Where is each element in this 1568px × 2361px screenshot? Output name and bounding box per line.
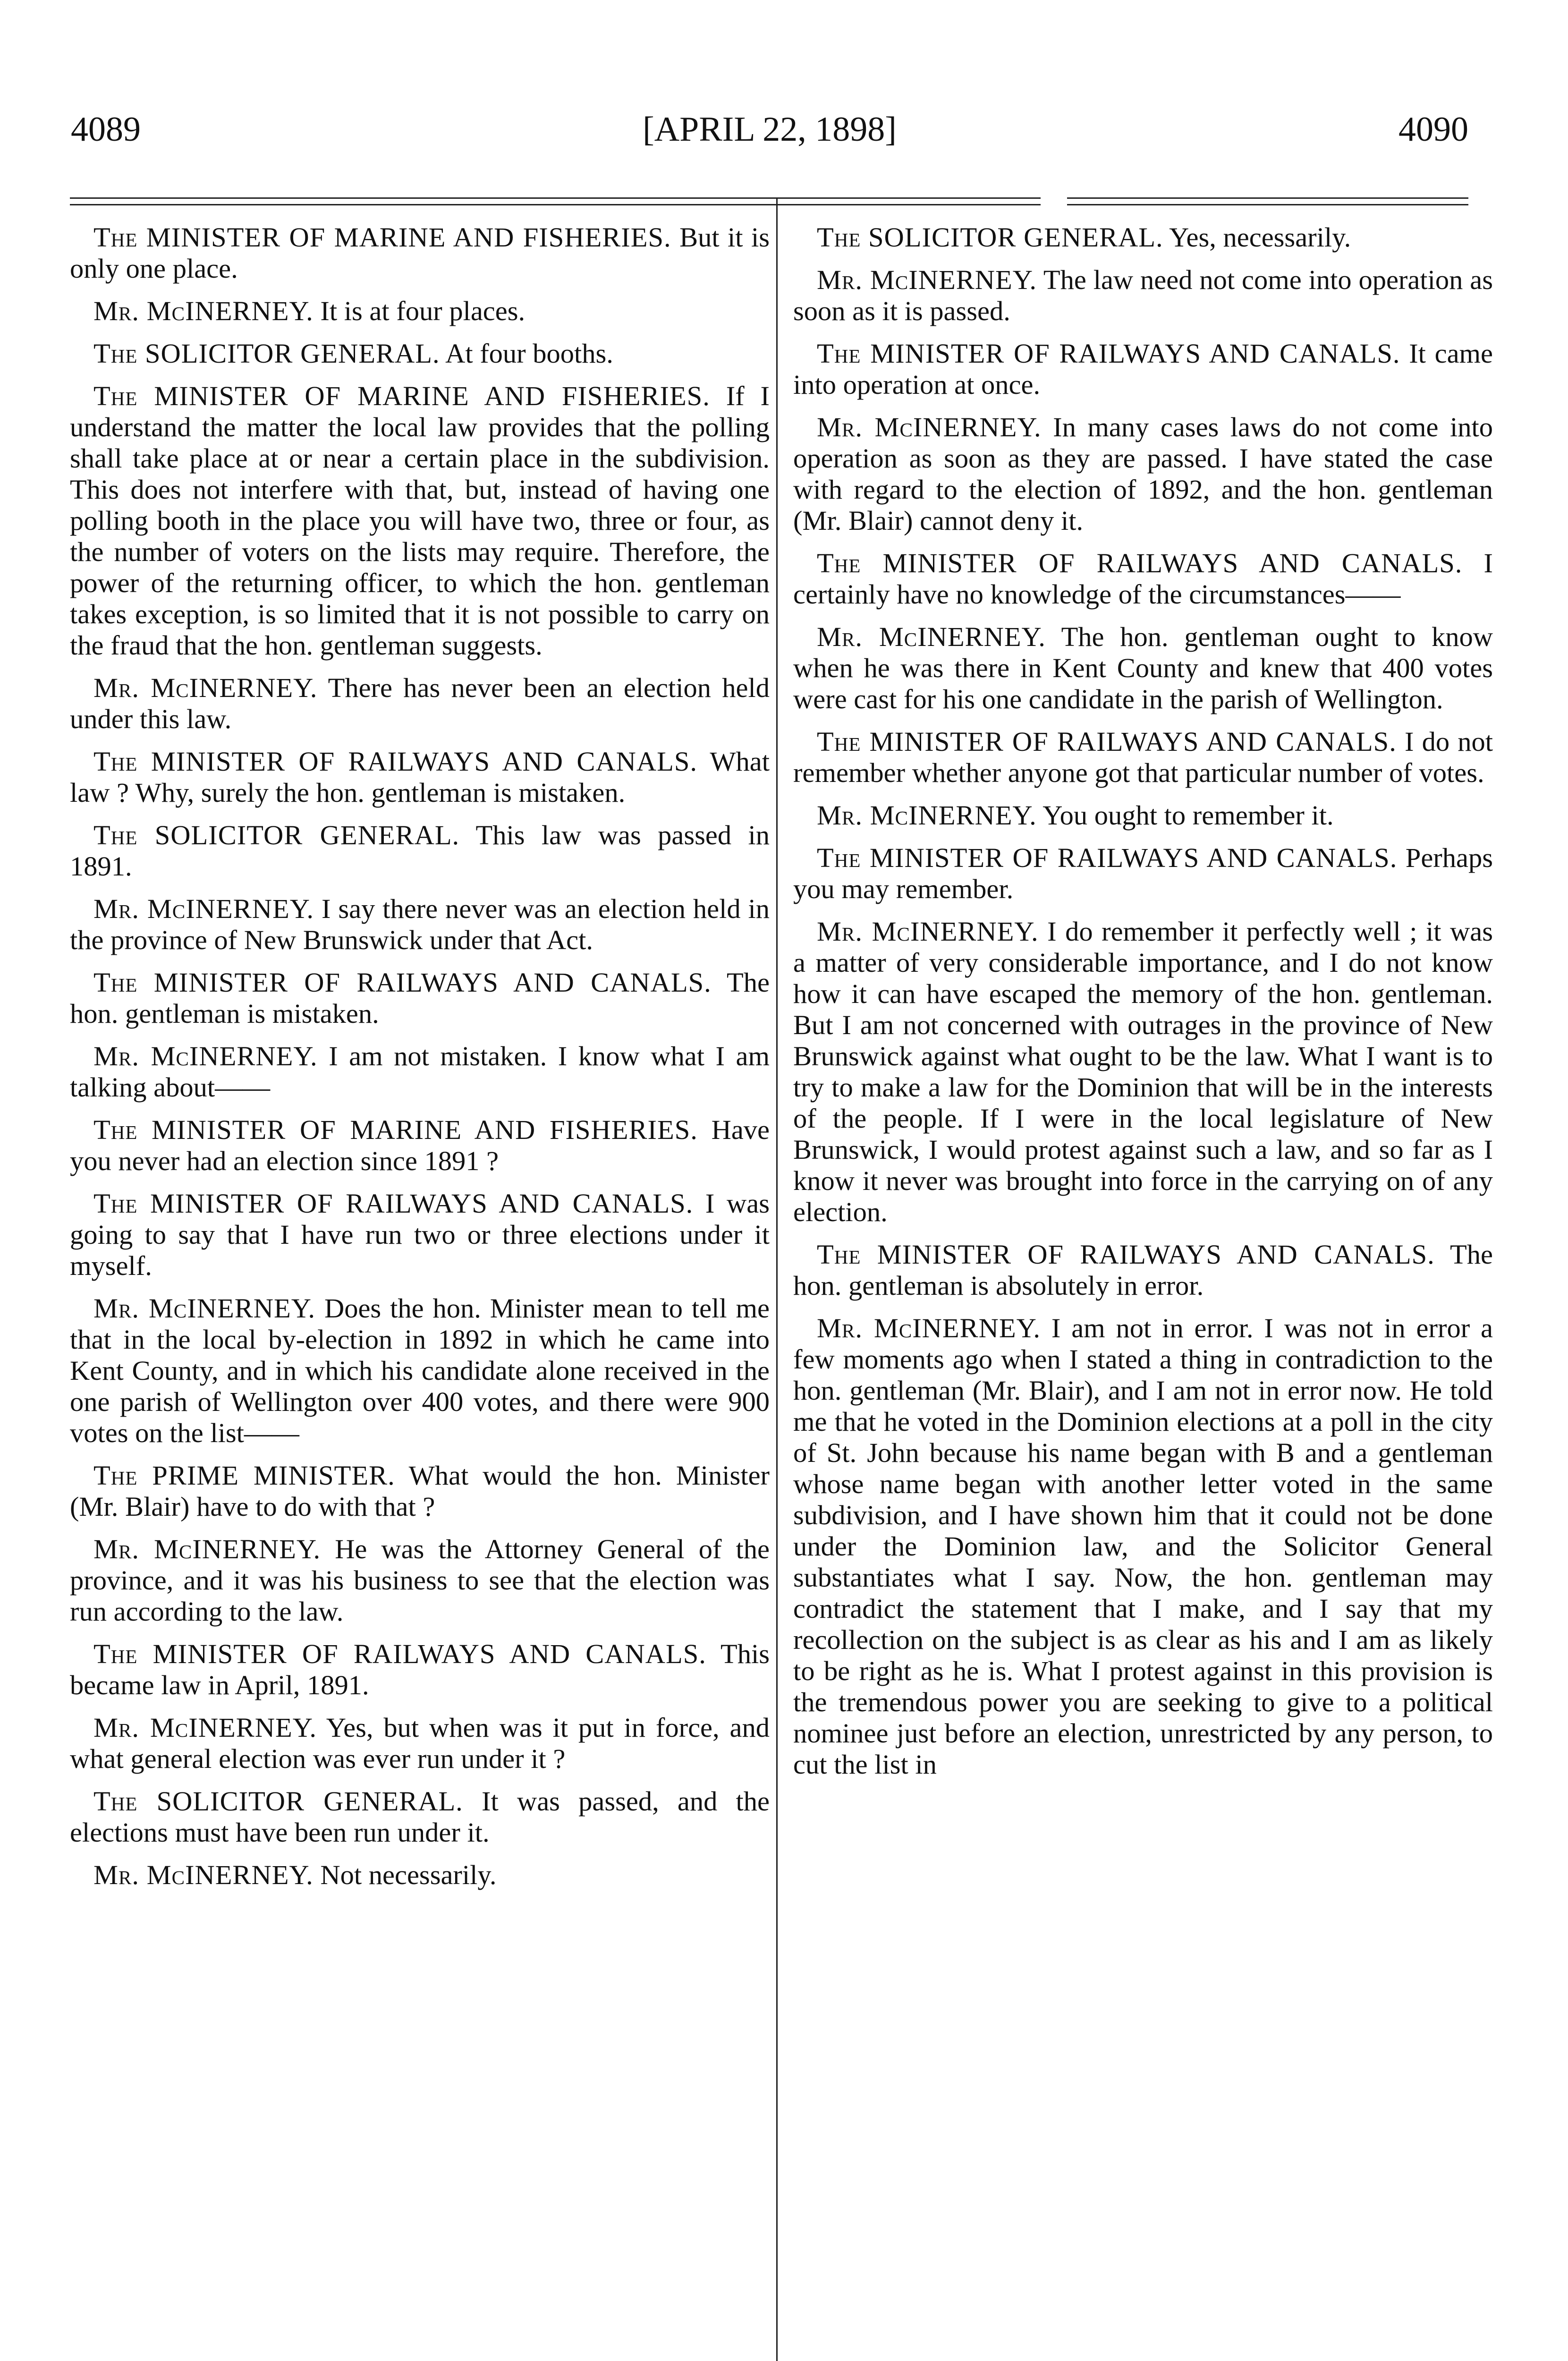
speech-paragraph	[793, 916, 1493, 1228]
speech-text: It is at four places.	[320, 296, 525, 326]
speech-paragraph	[793, 264, 1493, 327]
speaker-name: The MINISTER OF MARINE AND FISHERIES.	[93, 222, 671, 253]
header-rule-right-bottom	[1067, 204, 1468, 205]
speech-paragraph	[70, 672, 770, 735]
speech-text: Not necessarily.	[320, 1860, 497, 1890]
speech-paragraph	[70, 1860, 770, 1891]
speech-text: Yes, but when was it put in force, and what general election was ever run under it ?	[70, 1712, 770, 1774]
speech-text: But it is only one place.	[70, 222, 770, 284]
speech-text: The hon. gentleman ought to know when he was there in Kent County and knew that 400 votes were cast for his one candidate in the parish of Wellington.	[793, 621, 1493, 714]
speech-paragraph	[70, 1534, 770, 1627]
speech-text: Have you never had an election since 1891 ?	[70, 1114, 770, 1176]
speech-text: The hon. gentleman is absolutely in error.	[793, 1239, 1493, 1301]
speech-text: He was the Attorney General of the province, and it was his business to see that the election was run according to the law.	[70, 1534, 770, 1627]
speaker-name: Mr. McINERNEY.	[93, 1860, 314, 1890]
speech-text: You ought to remember it.	[1043, 800, 1334, 831]
page-number-right: 4090	[1398, 110, 1468, 149]
speech-text: This law was passed in 1891.	[70, 820, 770, 882]
speaker-name: Mr. McINERNEY.	[817, 916, 1039, 947]
header-rule-right-top	[1067, 197, 1468, 199]
speech-paragraph	[793, 726, 1493, 789]
speaker-name: Mr. McINERNEY.	[93, 1534, 321, 1564]
speech-text: What law ? Why, surely the hon. gentleman is mistaken.	[70, 746, 770, 808]
speaker-name: Mr. McINERNEY.	[817, 800, 1037, 831]
speech-paragraph	[70, 222, 770, 284]
speaker-name: The MINISTER OF RAILWAYS AND CANALS.	[93, 746, 697, 777]
speaker-name: The SOLICITOR GENERAL.	[817, 222, 1163, 253]
speaker-name: Mr. McINERNEY.	[93, 1041, 318, 1071]
header-rule-left-top	[70, 197, 1041, 199]
speech-paragraph	[793, 338, 1493, 400]
speech-paragraph	[793, 222, 1493, 253]
speech-paragraph	[793, 800, 1493, 831]
speech-text: There has never been an election held under this law.	[70, 672, 770, 734]
speech-paragraph	[793, 842, 1493, 905]
speech-paragraph	[70, 893, 770, 956]
speech-text: I am not in error. I was not in error a few moments ago when I stated a thing in contradiction to the hon. gentleman (Mr. Blair), and I am not in error now. He told me that he voted in the Dominion elections at a poll in the city of St. John because his name began with B and a gentleman whose name began with another letter voted in the same subdivision, and I have shown him that it could not be done under the Dominion law, and the Solicitor General substantiates what I say. Now, the hon. gentleman may contradict the statement that I make, and I say that my recollection on the subject is as clear as his and I am as likely to be right as he is. What I protest against in this provision is the tremendous power you are seeking to give to a political nominee just before an election, unrestricted by any person, to cut the list in	[793, 1313, 1493, 1780]
speech-paragraph	[70, 296, 770, 327]
speech-text: It was passed, and the elections must have been run under it.	[70, 1786, 770, 1848]
speech-paragraph	[70, 1293, 770, 1449]
speech-paragraph	[70, 820, 770, 882]
left-column	[70, 222, 770, 1902]
speech-paragraph	[70, 1460, 770, 1522]
speaker-name: The PRIME MINISTER.	[93, 1460, 395, 1491]
speech-paragraph	[70, 746, 770, 808]
speech-paragraph	[70, 1712, 770, 1775]
speaker-name: The MINISTER OF RAILWAYS AND CANALS.	[93, 1639, 706, 1669]
speaker-name: The SOLICITOR GENERAL.	[93, 1786, 463, 1817]
speech-text: I do remember it perfectly well ; it was a matter of very considerable importance, and I do not know how it can have escaped the memory of the hon. gentleman. But I am not concerned with outrages in the province of New Brunswick against what ought to be the law. What I want is to try to make a law for the Dominion that will be in the interests of the people. If I were in the local legislature of New Brunswick, I would protest against such a law, and so far as I know it never was brought into force in the carrying on of any election.	[793, 916, 1493, 1227]
speech-paragraph	[70, 381, 770, 661]
speaker-name: The MINISTER OF MARINE AND FISHERIES.	[93, 1114, 698, 1145]
speaker-name: Mr. McINERNEY.	[93, 296, 314, 326]
speech-text: At four booths.	[445, 338, 613, 369]
speech-text: I am not mistaken. I know what I am talking about——	[70, 1041, 770, 1103]
speaker-name: Mr. McINERNEY.	[817, 412, 1042, 442]
speaker-name: The SOLICITOR GENERAL.	[93, 338, 440, 369]
speaker-name: Mr. McINERNEY.	[817, 1313, 1041, 1343]
speaker-name: The MINISTER OF RAILWAYS AND CANALS.	[817, 548, 1463, 578]
speaker-name: The MINISTER OF RAILWAYS AND CANALS.	[817, 842, 1398, 873]
speech-paragraph	[70, 338, 770, 369]
column-divider	[776, 197, 778, 2361]
speech-paragraph	[70, 1639, 770, 1701]
header-rule-left-bottom	[70, 204, 1041, 205]
speaker-name: Mr. McINERNEY.	[93, 893, 314, 924]
speaker-name: The MINISTER OF RAILWAYS AND CANALS.	[93, 1188, 694, 1219]
speech-paragraph	[70, 1188, 770, 1282]
speech-paragraph	[70, 1114, 770, 1177]
speech-paragraph	[70, 967, 770, 1029]
speaker-name: Mr. McINERNEY.	[817, 621, 1046, 652]
speech-text: I do not remember whether anyone got that particular number of votes.	[793, 726, 1493, 788]
speech-paragraph	[70, 1041, 770, 1103]
speaker-name: Mr. McINERNEY.	[93, 1293, 316, 1324]
speaker-name: The MINISTER OF RAILWAYS AND CANALS.	[93, 967, 712, 998]
speech-text: It came into operation at once.	[793, 338, 1493, 400]
speech-paragraph	[793, 548, 1493, 610]
speech-text: Does the hon. Minister mean to tell me that in the local by-election in 1892 in which he came into Kent County, and in which his candidate alone received in the one parish of Wellington over 400 votes, and there were 900 votes on the list——	[70, 1293, 770, 1448]
speaker-name: The MINISTER OF RAILWAYS AND CANALS.	[817, 726, 1397, 757]
page-header	[71, 110, 1468, 166]
speech-text: I was going to say that I have run two or three elections under it myself.	[70, 1188, 770, 1281]
speech-text: The hon. gentleman is mistaken.	[70, 967, 770, 1029]
page-date-title: [APRIL 22, 1898]	[643, 110, 897, 149]
speech-text: I say there never was an election held in the province of New Brunswick under that Act.	[70, 893, 770, 955]
speech-text: I certainly have no knowledge of the circumstances——	[793, 548, 1493, 610]
speaker-name: The MINISTER OF MARINE AND FISHERIES.	[93, 381, 710, 411]
speech-text: Yes, necessarily.	[1169, 222, 1351, 253]
speech-text: In many cases laws do not come into operation as soon as they are passed. I have stated the case with regard to the election of 1892, and the hon. gentleman (Mr. Blair) cannot deny it.	[793, 412, 1493, 536]
speech-paragraph	[793, 1239, 1493, 1301]
speech-text: Perhaps you may remember.	[793, 842, 1493, 904]
speech-paragraph	[70, 1786, 770, 1848]
speaker-name: Mr. McINERNEY.	[817, 264, 1037, 295]
speech-paragraph	[793, 1313, 1493, 1780]
speech-text: What would the hon. Minister (Mr. Blair) have to do with that ?	[70, 1460, 770, 1522]
speech-text: The law need not come into operation as soon as it is passed.	[793, 264, 1493, 326]
speech-paragraph	[793, 412, 1493, 536]
speaker-name: The SOLICITOR GENERAL.	[93, 820, 460, 850]
speaker-name: Mr. McINERNEY.	[93, 672, 318, 703]
speaker-name: The MINISTER OF RAILWAYS AND CANALS.	[817, 338, 1400, 369]
speech-paragraph	[793, 621, 1493, 715]
speaker-name: Mr. McINERNEY.	[93, 1712, 317, 1743]
right-column	[793, 222, 1493, 1792]
page-number-left: 4089	[71, 110, 141, 149]
speech-text: This became law in April, 1891.	[70, 1639, 770, 1700]
speech-text: If I understand the matter the local law provides that the polling shall take place at or near a certain place in the subdivision. This does not interfere with that, but, instead of having one polling booth in the place you will have two, three or four, as the number of voters on the lists may require. Therefore, the power of the returning officer, to which the hon. gentleman takes exception, is so limited that it is not possible to carry on the fraud that the hon. gentleman suggests.	[70, 381, 770, 661]
speaker-name: The MINISTER OF RAILWAYS AND CANALS.	[817, 1239, 1435, 1270]
